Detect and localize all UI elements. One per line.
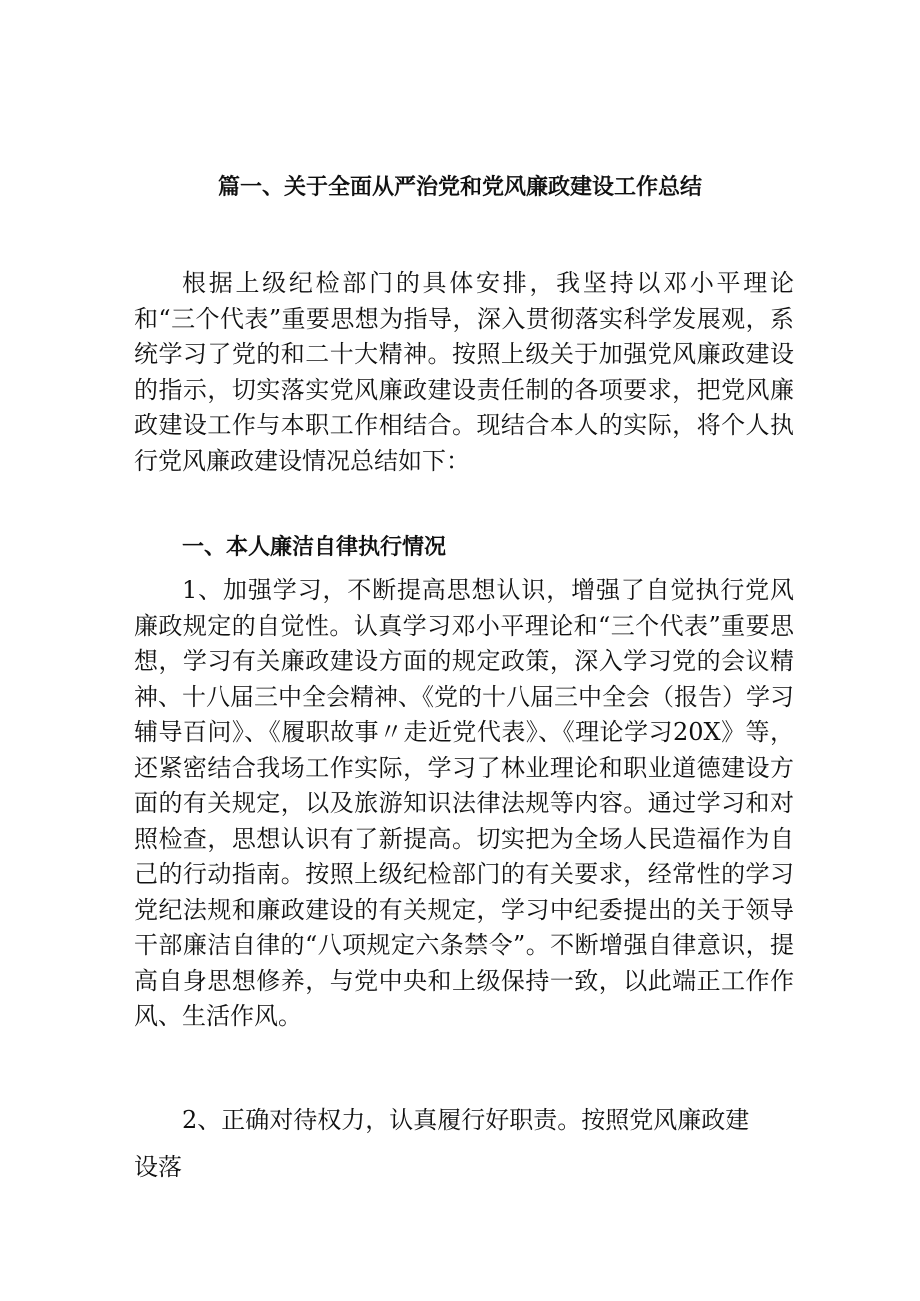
document-title: 篇一、关于全面从严治党和党风廉政建设工作总结 [217, 175, 702, 200]
trailing-fragment: 设落 [134, 1153, 182, 1181]
item-1-paragraph: 1、加强学习，不断提高思想认识，增强了自觉执行党风廉政规定的自觉性。认真学习邓小平理论和“三个代表”重要思想，学习有关廉政建设方面的规定政策，深入学习党的会议精神、十八届三中全会精神、《党的十八届三中全会（报告）学习辅导百问》、《履职故事〃走近党代表》、《理论学习20X》等，还紧密结合我场工作实际，学习了林业理论和职业道德建设方面的有关规定，以及旅游知识法律法规等内容。通过学习和对照检查，思想认识有了新提高。切实把为全场人民造福作为自己的行动指南。按照上级纪检部门的有关要求，经常性的学习党纪法规和廉政建设的有关规定，学习中纪委提出的关于领导干部廉洁自律的“八项规定六条禁令”。不断增强自律意识，提高自身思想修养，与党中央和上级保持一致，以此端正工作作风、生活作风。 [134, 576, 794, 1030]
item-2-paragraph: 2、正确对待权力，认真履行好职责。按照党风廉政建 [182, 1106, 750, 1134]
section-heading: 一、本人廉洁自律执行情况 [182, 535, 447, 560]
intro-paragraph: 根据上级纪检部门的具体安排，我坚持以邓小平理论和“三个代表”重要思想为指导，深入贯彻落实科学发展观，系统学习了党的和二十大精神。按照上级关于加强党风廉政建设的指示，切实落实党风廉政建设责任制的各项要求，把党风廉政建设工作与本职工作相结合。现结合本人的实际，将个人执行党风廉政建设情况总结如下： [134, 269, 794, 475]
